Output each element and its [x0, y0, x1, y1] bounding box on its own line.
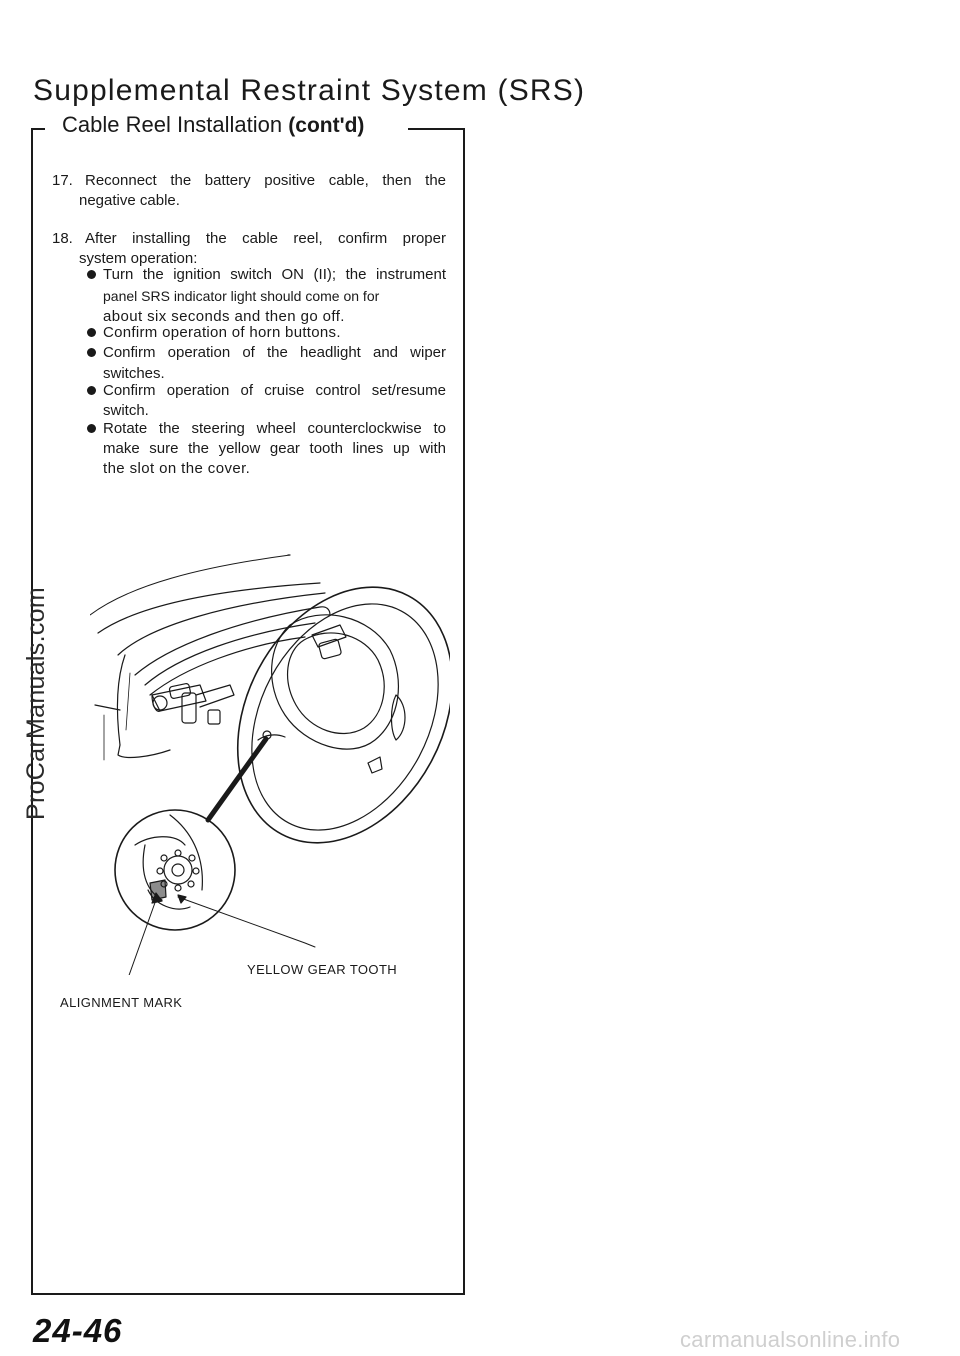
bullet-line: switches. [103, 365, 165, 382]
bullet-line: switch. [103, 402, 149, 419]
step-number: 18. [52, 230, 73, 247]
step-number: 17. [52, 172, 73, 189]
bullet-line: Turn the ignition switch ON (II); the instrument [103, 266, 446, 283]
section-title-text: Cable Reel Installation [62, 112, 283, 137]
step-17 [52, 171, 446, 213]
callout-yellow-gear-tooth: YELLOW GEAR TOOTH [247, 962, 398, 977]
page-number: 24-46 [33, 1312, 123, 1349]
callout-alignment-mark: ALIGNMENT MARK [60, 995, 183, 1010]
bullet-dot [87, 424, 96, 433]
step-text-line: system operation: [79, 250, 198, 267]
steering-wheel-illustration [90, 545, 450, 975]
bullet-dot [87, 328, 96, 337]
bullet-dot [87, 270, 96, 279]
section-title-contd: (cont'd) [288, 114, 365, 137]
page-title: Supplemental Restraint System (SRS) [33, 74, 586, 107]
bullet-line: Rotate the steering wheel counterclockwise to [103, 420, 446, 437]
frame-top-left-segment [31, 128, 45, 130]
watermark-left: ProCarManuals.com [22, 587, 50, 820]
frame-top-right-segment [408, 128, 465, 130]
watermark-bottom: carmanualsonline.info [680, 1327, 901, 1352]
bullet-line: panel SRS indicator light should come on for [103, 288, 380, 304]
bullet-dot [87, 348, 96, 357]
step-text-line: Reconnect the battery positive cable, then the [85, 172, 446, 189]
step-text-line: After installing the cable reel, confirm proper [85, 230, 446, 247]
bullet-line: make sure the yellow gear tooth lines up with [103, 440, 446, 457]
step-text-line: negative cable. [79, 192, 180, 209]
bullet-line: Confirm operation of cruise control set/resume [103, 382, 446, 399]
section-title [60, 112, 370, 138]
bullet-line: Confirm operation of the headlight and wiper [103, 344, 446, 361]
bullet-line: Confirm operation of horn buttons. [103, 324, 341, 341]
bullet-dot [87, 386, 96, 395]
bullet-line: the slot on the cover. [103, 460, 251, 477]
bullet-line: about six seconds and then go off. [103, 308, 345, 325]
